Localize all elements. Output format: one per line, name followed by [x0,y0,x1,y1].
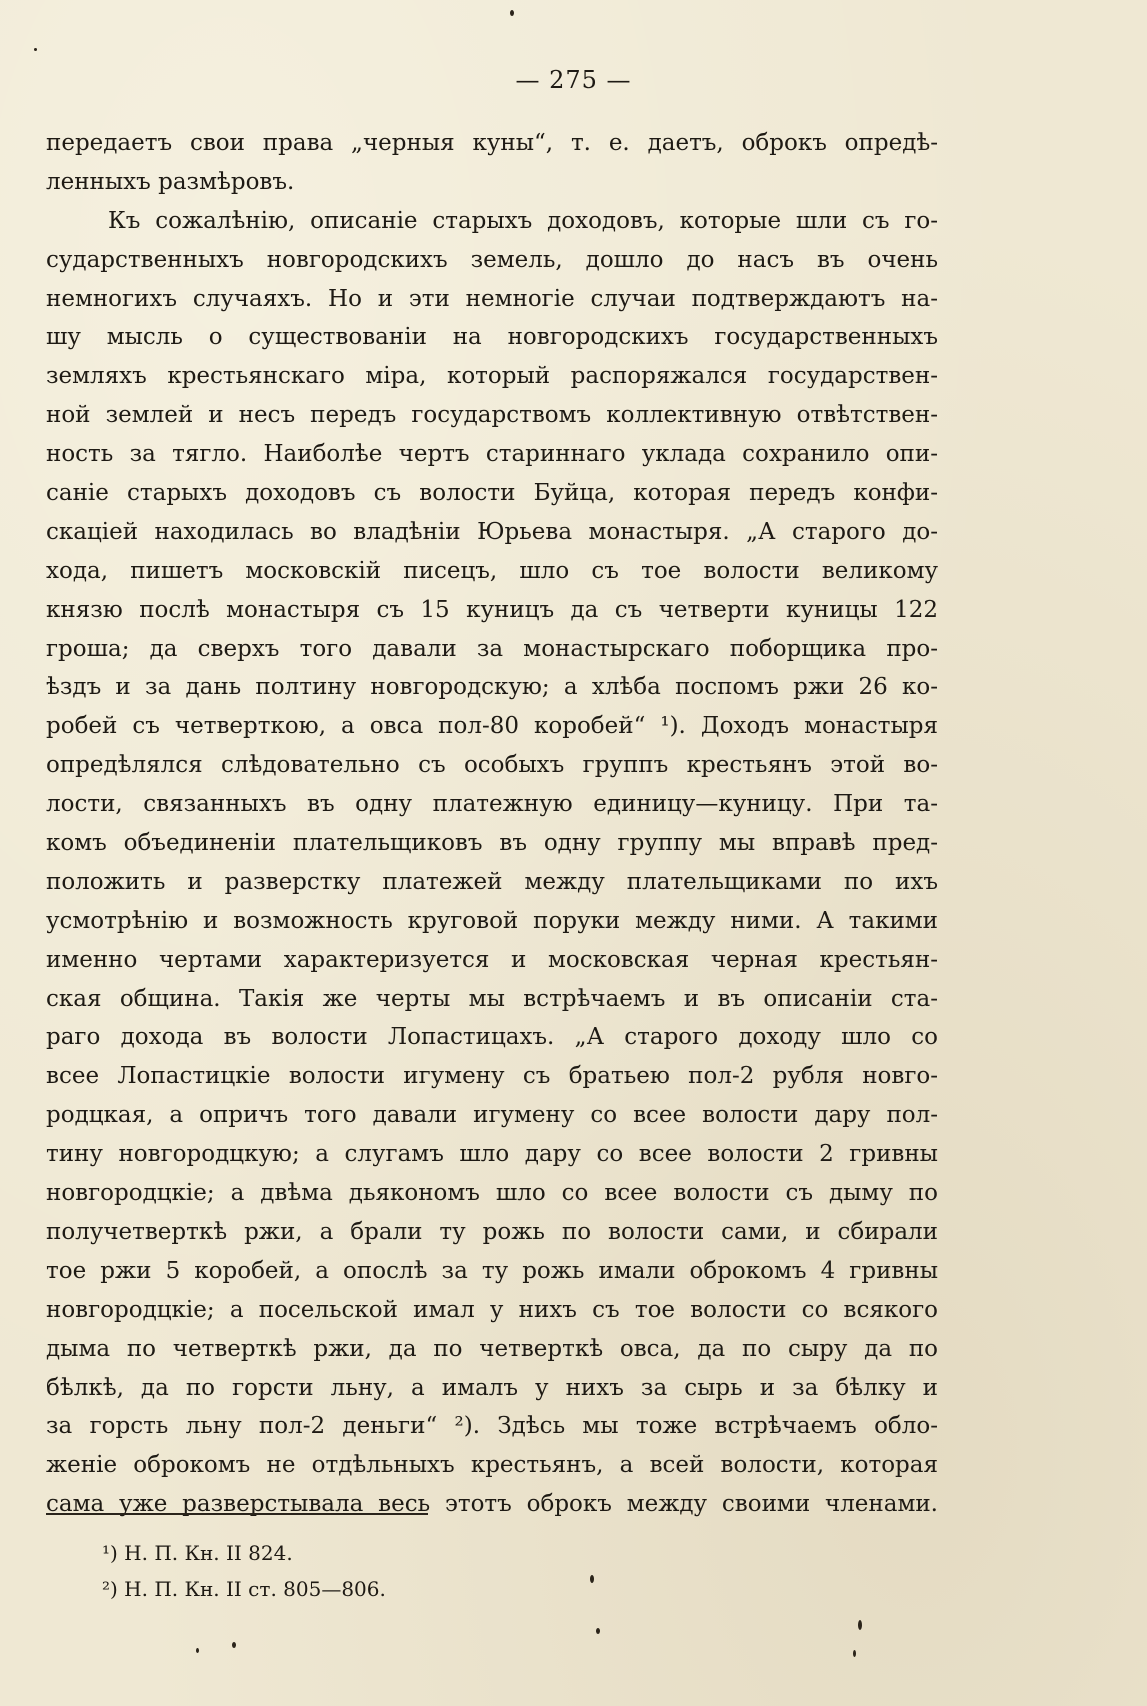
footnotes [102,1535,902,1607]
text-line: новгородцкіе; а двѣма дьякономъ шло со всее волости съ дыму по [46,1180,938,1207]
text-line: за горсть льну пол-2 деньги“ ²). Здѣсь мы тоже встрѣчаемъ обло- [46,1413,938,1440]
text-line: гроша; да сверхъ того давали за монастырскаго поборщика про- [46,635,938,662]
text-line: получетверткѣ ржи, а брали ту рожь по волости сами, и сбирали [46,1218,938,1245]
text-line: князю послѣ монастыря съ 15 куницъ да съ четверти куницы 122 [46,596,938,623]
text-line: тое ржи 5 коробей, а опослѣ за ту рожь имали оброкомъ 4 гривны [46,1257,938,1284]
text-line: шу мысль о существованіи на новгородскихъ государственныхъ [46,324,938,351]
text-line: родцкая, а опричъ того давали игумену со всее волости дару пол- [46,1102,938,1129]
text-line: скаціей находилась во владѣніи Юрьева монастыря. „А старого до- [46,518,938,545]
footnote: ²) Н. П. Кн. II ст. 805—806. [102,1577,386,1601]
text-line: тину новгородцкую; а слугамъ шло дару со всее волости 2 гривны [46,1141,938,1168]
text-line: земляхъ крестьянскаго міра, который распоряжался государствен- [46,363,938,390]
text-line: сударственныхъ новгородскихъ земель, дошло до насъ въ очень [46,246,938,273]
text-line: Къ сожалѣнію, описаніе старыхъ доходовъ, которые шли съ го- [108,207,938,234]
text-line: бѣлкѣ, да по горсти льну, а ималъ у нихъ за сырь и за бѣлку и [46,1374,938,1401]
footnote: ¹) Н. П. Кн. II 824. [102,1541,293,1565]
text-line: раго дохода въ волости Лопастицахъ. „А старого доходу шло со [46,1024,938,1051]
text-line: ной землей и несъ передъ государствомъ коллективную отвѣтствен- [46,402,938,429]
text-line: опредѣлялся слѣдовательно съ особыхъ группъ крестьянъ этой во- [46,752,938,779]
print-speck [853,1650,856,1657]
text-line: комъ объединеніи плательщиковъ въ одну группу мы вправѣ пред- [46,830,938,857]
print-speck [34,48,37,51]
text-line: ѣздъ и за дань полтину новгородскую; а хлѣба поспомъ ржи 26 ко- [46,674,938,701]
body-text [46,124,938,1524]
text-line: сама уже разверстывала весь этотъ оброкъ между своими членами. [46,1491,938,1518]
print-speck [510,10,514,16]
text-line: хода, пишетъ московскій писецъ, шло съ тое волости великому [46,557,938,584]
text-line: ность за тягло. Наиболѣе чертъ стариннаго уклада сохранило опи- [46,441,938,468]
print-speck [590,1575,594,1583]
text-line: саніе старыхъ доходовъ съ волости Буйца, которая передъ конфи- [46,480,938,507]
print-speck [858,1620,862,1630]
text-line: робей съ четверткою, а овса пол-80 коробей“ ¹). Доходъ монастыря [46,713,938,740]
footnote-divider [46,1513,428,1515]
print-speck [232,1642,236,1648]
text-line: передаетъ свои права „черныя куны“, т. е. даетъ, оброкъ опредѣ- [46,130,938,156]
text-line: женіе оброкомъ не отдѣльныхъ крестьянъ, а всей волости, которая [46,1452,938,1479]
text-line: ская община. Такія же черты мы встрѣчаемъ и въ описаніи ста- [46,985,938,1012]
text-line: всее Лопастицкіе волости игумену съ братьею пол-2 рубля новго- [46,1063,938,1090]
text-line: новгородцкіе; а посельской имал у нихъ съ тое волости со всякого [46,1296,938,1323]
print-speck [196,1648,199,1653]
text-line: положить и разверстку платежей между плательщиками по ихъ [46,868,938,895]
text-line: именно чертами характеризуется и московская черная крестьян- [46,946,938,973]
text-line: усмотрѣнію и возможность круговой поруки между ними. А такими [46,907,938,934]
text-line: немногихъ случаяхъ. Но и эти немногіе случаи подтверждаютъ на- [46,285,938,312]
text-line: дыма по четверткѣ ржи, да по четверткѣ овса, да по сыру да по [46,1335,938,1362]
text-line: лости, связанныхъ въ одну платежную единицу—куницу. При та- [46,791,938,818]
page-number: — 275 — [515,66,632,94]
print-speck [596,1628,600,1634]
text-line: ленныхъ размѣровъ. [46,168,295,195]
